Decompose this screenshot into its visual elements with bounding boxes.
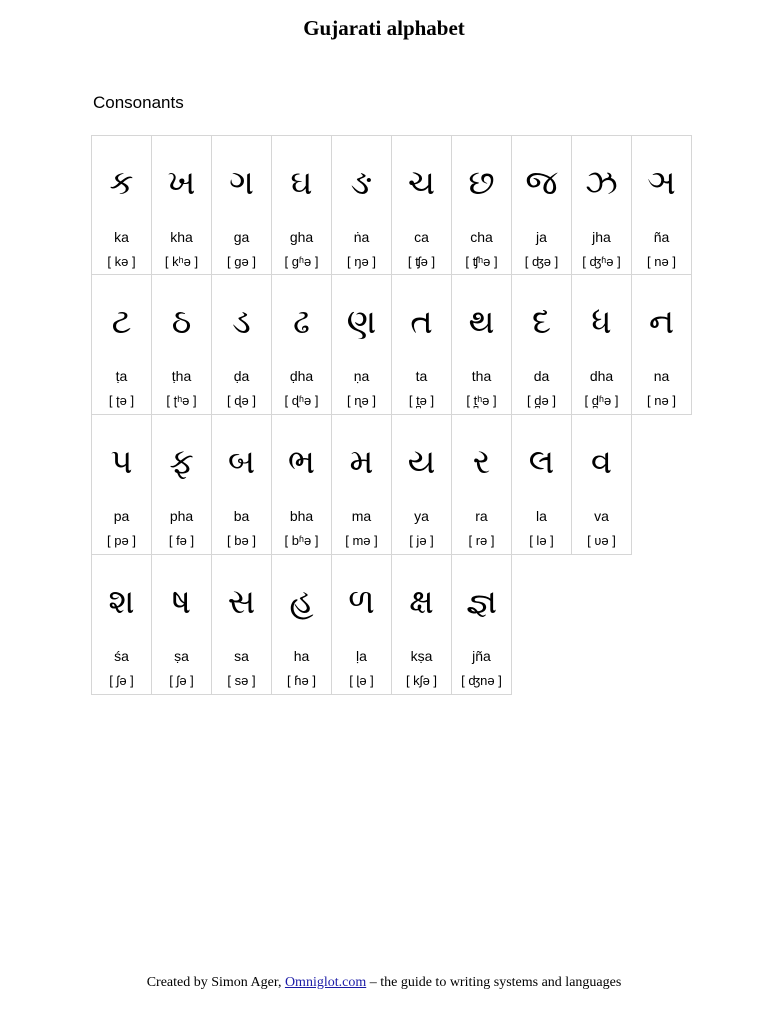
consonant-cell [452,555,512,695]
consonant-ipa: [ bʱə ] [284,533,319,548]
footer [0,975,768,991]
consonant-ipa: [ nə ] [647,393,676,408]
omniglot-link[interactable]: Omniglot.com [284,975,367,990]
consonant-ipa: [ ɖə ] [227,393,256,408]
consonant-cell [91,275,152,415]
consonant-glyph: બ [227,442,256,482]
footer-suffix: – the guide to writing systems and languages [366,975,622,990]
consonant-transliteration: jña [472,648,491,664]
consonant-transliteration: ra [475,508,488,524]
consonant-cell [212,415,272,555]
consonant-ipa: [ ɖʱə ] [284,393,319,408]
consonant-cell [512,135,572,275]
consonant-glyph: ઠ [171,302,192,342]
consonant-ipa: [ ʈʰə ] [166,393,197,408]
consonant-transliteration: ha [293,648,310,664]
consonant-ipa: [ fə ] [168,533,195,548]
consonant-glyph: શ [108,582,135,622]
consonant-cell [572,135,632,275]
consonant-cell [512,415,572,555]
consonant-transliteration: pa [113,508,130,524]
consonant-cell [152,415,212,555]
consonant-transliteration: kṣa [410,648,433,664]
consonant-glyph: ષ [171,582,191,622]
consonant-row [91,555,692,695]
consonant-ipa: [ ʃə ] [109,673,134,688]
consonant-transliteration: na [653,368,670,384]
consonant-glyph: પ [110,442,133,482]
consonant-ipa: [ pə ] [107,533,136,548]
consonant-glyph: હ [289,582,314,622]
consonant-ipa: [ lə ] [529,533,554,548]
consonant-cell [332,555,392,695]
consonant-grid [91,135,692,695]
consonant-ipa: [ t̪ʰə ] [466,393,497,408]
consonant-ipa: [ bə ] [227,533,256,548]
consonant-ipa: [ gə ] [227,254,256,269]
consonant-glyph: ણ [346,302,377,342]
consonant-ipa: [ ʈə ] [108,393,135,408]
consonant-glyph: ભ [287,442,316,482]
consonant-ipa: [ rə ] [468,533,495,548]
consonant-transliteration: ṣa [174,648,189,664]
consonant-ipa: [ ɭə ] [349,673,374,688]
consonant-cell [152,135,212,275]
consonant-cell [272,275,332,415]
consonant-glyph: જ્ઞ [465,582,498,622]
consonant-cell [332,135,392,275]
consonant-transliteration: cha [470,229,493,245]
consonant-cell [392,415,452,555]
consonant-glyph: થ [468,302,495,342]
consonant-glyph: ગ [229,163,254,203]
consonant-row [91,415,692,555]
consonant-glyph: દ [531,302,551,342]
consonant-glyph: ન [648,302,675,342]
consonant-transliteration: gha [289,229,314,245]
consonant-ipa: [ ʤnə ] [461,673,502,688]
consonant-ipa: [ ɦə ] [287,673,316,688]
consonant-ipa: [ nə ] [647,254,676,269]
consonant-row [91,275,692,415]
consonant-transliteration: ta [415,368,428,384]
consonant-cell [332,275,392,415]
consonant-cell [212,135,272,275]
consonant-glyph: લ [528,442,555,482]
consonant-cell [212,555,272,695]
consonant-cell [392,555,452,695]
consonant-cell [392,275,452,415]
consonant-ipa: [ ʤʱə ] [582,254,621,269]
consonant-cell [452,275,512,415]
consonant-glyph: ક [109,163,134,203]
consonant-glyph: છ [468,163,495,203]
consonant-glyph: ઢ [293,302,310,342]
consonant-cell [212,275,272,415]
consonant-transliteration: ja [536,229,547,245]
consonant-glyph: ઞ [647,163,676,203]
consonant-cell [332,415,392,555]
consonant-ipa: [ ŋə ] [347,254,376,269]
consonant-transliteration: ka [114,229,129,245]
consonant-ipa: [ sə ] [227,673,256,688]
consonant-cell [572,275,632,415]
consonant-transliteration: ca [414,229,429,245]
consonant-transliteration: bha [289,508,314,524]
consonant-cell [632,135,692,275]
consonant-transliteration: ṅa [353,229,370,245]
consonant-ipa: [ gʱə ] [284,254,319,269]
consonant-glyph: વ [590,442,613,482]
consonant-transliteration: ma [351,508,372,524]
consonant-transliteration: ña [653,229,670,245]
consonant-transliteration: ba [233,508,250,524]
consonant-glyph: ડ [232,302,251,342]
consonant-cell [512,275,572,415]
consonant-transliteration: dha [589,368,614,384]
consonant-transliteration: da [533,368,550,384]
consonant-glyph: જ [525,163,558,203]
consonant-ipa: [ t̪ə ] [408,393,435,408]
consonant-glyph: ઙ [350,163,373,203]
consonant-glyph: ક્ષ [409,582,434,622]
consonant-transliteration: ḍha [289,368,314,384]
consonant-glyph: ચ [407,163,436,203]
consonant-transliteration: ṇa [353,368,370,384]
consonant-ipa: [ ʃə ] [169,673,194,688]
consonant-transliteration: kha [170,229,193,245]
consonant-ipa: [ ʋə ] [587,533,616,548]
consonant-transliteration: ya [414,508,429,524]
consonant-transliteration: pha [169,508,194,524]
consonant-ipa: [ kʃə ] [405,673,438,688]
consonant-cell [91,415,152,555]
consonant-transliteration: ṭa [115,368,128,384]
consonant-cell [272,135,332,275]
section-heading-consonants: Consonants [93,93,184,112]
consonant-transliteration: la [536,508,547,524]
consonant-glyph: ય [407,442,436,482]
consonant-transliteration: va [594,508,609,524]
page-title: Gujarati alphabet [303,16,465,40]
consonant-transliteration: śa [114,648,129,664]
consonant-cell [632,275,692,415]
consonant-ipa: [ d̪ə ] [527,393,556,408]
consonant-glyph: ખ [167,163,196,203]
consonant-glyph: સ [227,582,256,622]
consonant-transliteration: ga [233,229,250,245]
consonant-cell [392,135,452,275]
consonant-transliteration: tha [471,368,492,384]
consonant-cell [452,135,512,275]
consonant-row [91,135,692,275]
consonant-ipa: [ ɳə ] [347,393,376,408]
consonant-cell [91,135,152,275]
consonant-ipa: [ kə ] [107,254,136,269]
consonant-ipa: [ d̪ʱə ] [584,393,619,408]
consonant-cell [152,555,212,695]
consonant-glyph: ઘ [290,163,313,203]
consonant-glyph: ફ [169,442,194,482]
consonant-transliteration: sa [234,648,249,664]
consonant-glyph: ળ [348,582,375,622]
consonant-ipa: [ kʰə ] [164,254,199,269]
consonant-transliteration: ḷa [356,648,367,664]
consonant-glyph: ત [410,302,433,342]
footer-prefix: Created by Simon Ager, [146,975,285,990]
consonant-cell [152,275,212,415]
consonant-ipa: [ ʧʰə ] [465,254,498,269]
consonant-cell [452,415,512,555]
consonant-cell [572,415,632,555]
consonant-cell [272,555,332,695]
consonant-glyph: ઝ [585,163,618,203]
consonant-transliteration: jha [592,229,611,245]
consonant-cell [91,555,152,695]
consonant-transliteration: ḍa [233,368,250,384]
consonant-glyph: ર [472,442,491,482]
consonant-ipa: [ ʧə ] [407,254,436,269]
consonant-cell [272,415,332,555]
consonant-ipa: [ ʤə ] [524,254,559,269]
consonant-ipa: [ mə ] [345,533,378,548]
consonant-glyph: મ [349,442,374,482]
consonant-ipa: [ jə ] [409,533,434,548]
consonant-glyph: ટ [111,302,132,342]
consonant-transliteration: ṭha [171,368,192,384]
consonant-glyph: ધ [591,302,612,342]
